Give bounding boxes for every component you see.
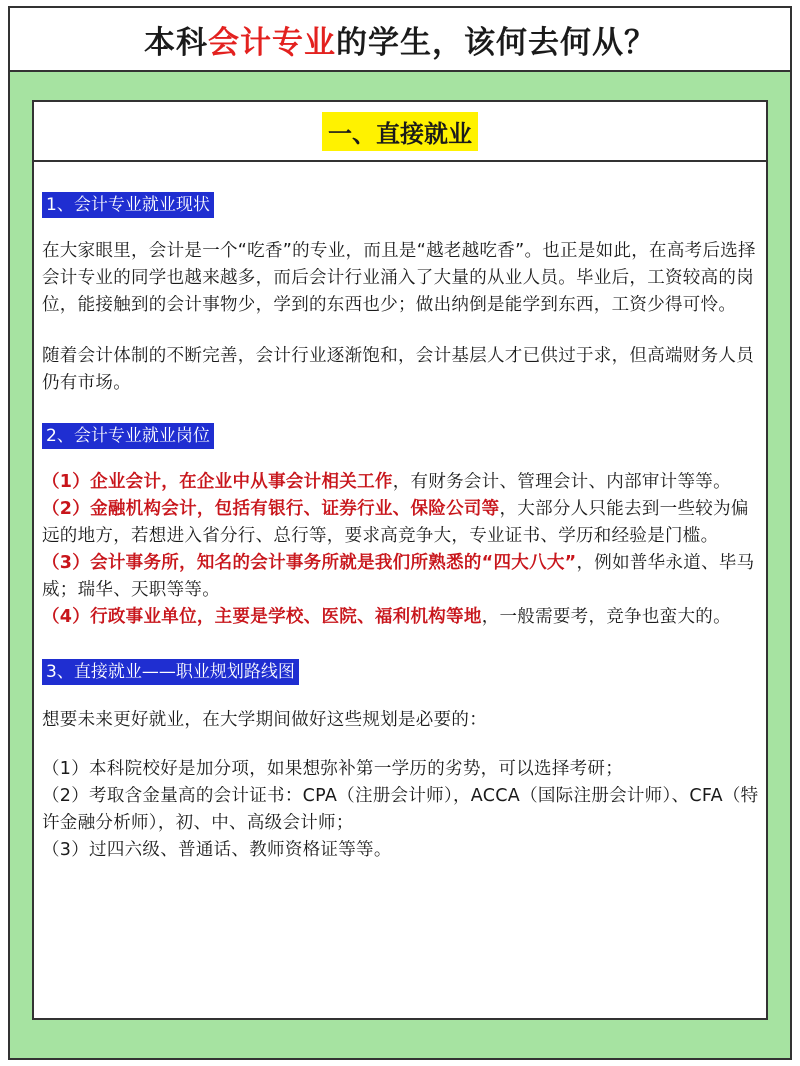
title-suffix: 的学生，该何去何从？ xyxy=(336,24,656,61)
panel-heading xyxy=(34,102,766,162)
section-1-label: 1、会计专业就业现状 xyxy=(42,192,214,218)
section-2-label: 2、会计专业就业岗位 xyxy=(42,423,214,449)
title-prefix: 本科 xyxy=(144,24,208,61)
panel-heading-text: 一、直接就业 xyxy=(322,112,478,151)
section-2-list xyxy=(42,469,760,631)
list-item: （4）行政事业单位，主要是学校、医院、福利机构等地，一般需要考，竞争也蛮大的。 xyxy=(42,607,731,627)
list-item: （1）企业会计，在企业中从事会计相关工作，有财务会计、管理会计、内部审计等等。 xyxy=(42,472,731,492)
panel-content xyxy=(42,162,760,864)
list-item: （2）考取含金量高的会计证书：CPA（注册会计师），ACCA（国际注册会计师）、CFA（特许金融分析师），初、中、高级会计师； xyxy=(42,786,759,833)
title-accent: 会计专业 xyxy=(208,24,336,61)
list-item: （3）过四六级、普通话、教师资格证等等。 xyxy=(42,840,392,860)
list-item: （3）会计事务所，知名的会计事务所就是我们所熟悉的“四大八大”，例如普华永道、毕马威；瑞华、天职等等。 xyxy=(42,553,755,600)
green-divider xyxy=(8,72,792,100)
section-3-intro: 想要未来更好就业，在大学期间做好这些规划是必要的： xyxy=(42,710,487,730)
section-3-label: 3、直接就业——职业规划路线图 xyxy=(42,659,299,685)
page-title xyxy=(8,6,792,72)
section-3-list xyxy=(42,756,760,864)
content-panel xyxy=(32,100,768,1020)
bottom-green-strip xyxy=(8,1020,792,1060)
list-item: （2）金融机构会计，包括有银行、证券行业、保险公司等，大部分人只能去到一些较为偏远的地方，若想进入省分行、总行等，要求高竞争大，专业证书、学历和经验是门槛。 xyxy=(42,499,749,546)
list-item: （1）本科院校好是加分项，如果想弥补第一学历的劣势，可以选择考研； xyxy=(42,759,624,779)
section-1-paragraph-1: 在大家眼里，会计是一个“吃香”的专业，而且是“越老越吃香”。也正是如此，在高考后选择会计专业的同学也越来越多，而后会计行业涌入了大量的从业人员。毕业后，工资较高的岗位，能接触到的会计事物少，学到的东西也少；做出纳倒是能学到东西，工资少得可怜。 xyxy=(42,241,756,315)
section-1-paragraph-2: 随着会计体制的不断完善，会计行业逐渐饱和，会计基层人才已供过于求，但高端财务人员仍有市场。 xyxy=(42,346,754,393)
